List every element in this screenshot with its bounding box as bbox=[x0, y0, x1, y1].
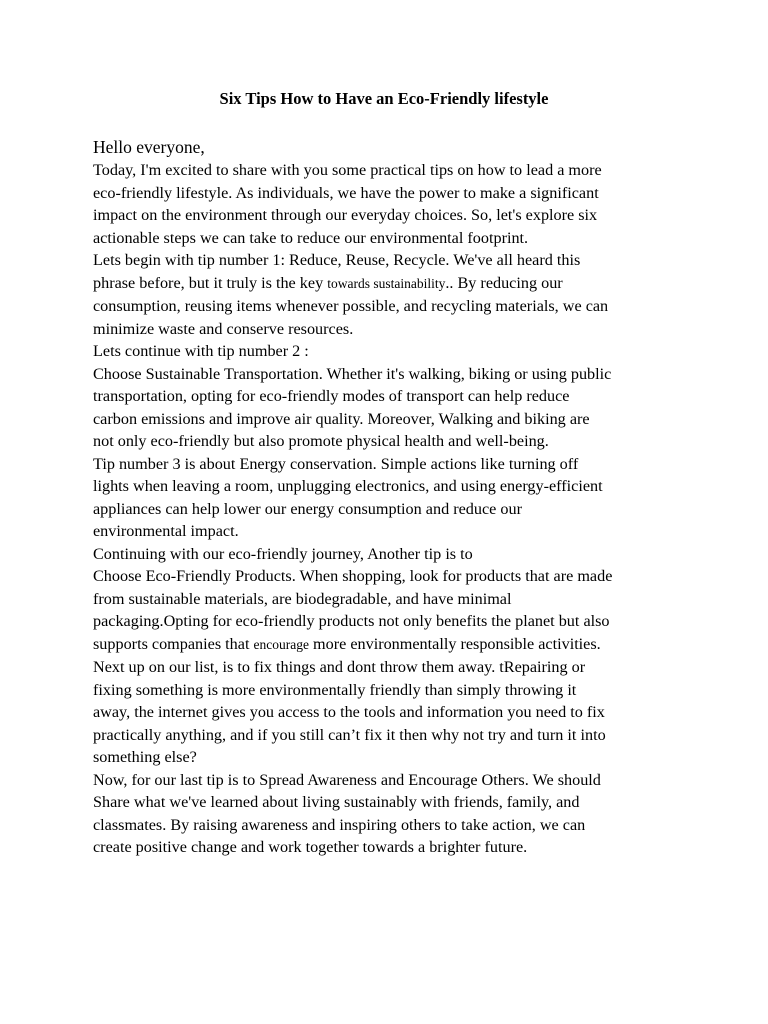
text-line: away, the internet gives you access to the tools and information you need to fix bbox=[93, 703, 605, 721]
text-line: consumption, reusing items whenever possible, and recycling materials, we can bbox=[93, 297, 609, 315]
text-segment: phrase before, but it truly is the key bbox=[93, 273, 328, 292]
document-title: Six Tips How to Have an Eco-Friendly lifestyle bbox=[219, 89, 549, 108]
text-line: something else? bbox=[93, 748, 197, 766]
text-line: Continuing with our eco-friendly journey, Another tip is to bbox=[93, 544, 473, 563]
text-segment: .. By reducing our bbox=[445, 273, 563, 292]
text-line: Choose Sustainable Transportation. Whether it's walking, biking or using public bbox=[93, 364, 612, 383]
greeting-line: Hello everyone, bbox=[93, 137, 205, 157]
text-line: Now, for our last tip is to Spread Awareness and Encourage Others. We should bbox=[93, 770, 601, 789]
text-line: packaging.Opting for eco-friendly products not only benefits the planet but also bbox=[93, 612, 610, 630]
text-line: Share what we've learned about living sustainably with friends, family, and bbox=[93, 793, 580, 811]
text-line: practically anything, and if you still can’t fix it then why not try and turn it into bbox=[93, 725, 606, 744]
text-line bbox=[93, 272, 693, 296]
text-line bbox=[93, 633, 693, 657]
text-line: from sustainable materials, are biodegradable, and have minimal bbox=[93, 589, 512, 608]
text-line: minimize waste and conserve resources. bbox=[93, 319, 354, 338]
text-segment-small: towards sustainability bbox=[327, 275, 446, 291]
text-line: transportation, opting for eco-friendly modes of transport can help reduce bbox=[93, 387, 570, 405]
text-line: not only eco-friendly but also promote physical health and well-being. bbox=[93, 432, 549, 450]
text-line: Lets continue with tip number 2 : bbox=[93, 342, 309, 360]
text-line: lights when leaving a room, unplugging electronics, and using energy-efficient bbox=[93, 477, 603, 495]
text-segment-small: encourage bbox=[253, 636, 309, 652]
text-line: Next up on our list, is to fix things and dont throw them away. tRepairing or bbox=[93, 658, 586, 676]
text-line: Today, I'm excited to share with you some practical tips on how to lead a more bbox=[93, 161, 602, 179]
text-line: eco-friendly lifestyle. As individuals, we have the power to make a significant bbox=[93, 183, 599, 202]
text-line: impact on the environment through our everyday choices. So, let's explore six bbox=[93, 206, 598, 224]
document-body bbox=[93, 135, 693, 859]
text-line: appliances can help lower our energy consumption and reduce our bbox=[93, 499, 522, 518]
text-segment: supports companies that bbox=[93, 634, 254, 653]
text-line: Tip number 3 is about Energy conservation. Simple actions like turning off bbox=[93, 454, 579, 473]
text-line: environmental impact. bbox=[93, 522, 239, 540]
text-line: create positive change and work together towards a brighter future. bbox=[93, 838, 528, 856]
text-line: fixing something is more environmentally friendly than simply throwing it bbox=[93, 680, 577, 699]
text-line: Lets begin with tip number 1: Reduce, Reuse, Recycle. We've all heard this bbox=[93, 251, 581, 269]
text-line: carbon emissions and improve air quality. Moreover, Walking and biking are bbox=[93, 409, 590, 428]
text-line: actionable steps we can take to reduce our environmental footprint. bbox=[93, 228, 529, 247]
text-line: classmates. By raising awareness and inspiring others to take action, we can bbox=[93, 815, 586, 834]
text-line: Choose Eco-Friendly Products. When shopping, look for products that are made bbox=[93, 567, 613, 585]
text-segment: more environmentally responsible activities. bbox=[308, 634, 601, 653]
